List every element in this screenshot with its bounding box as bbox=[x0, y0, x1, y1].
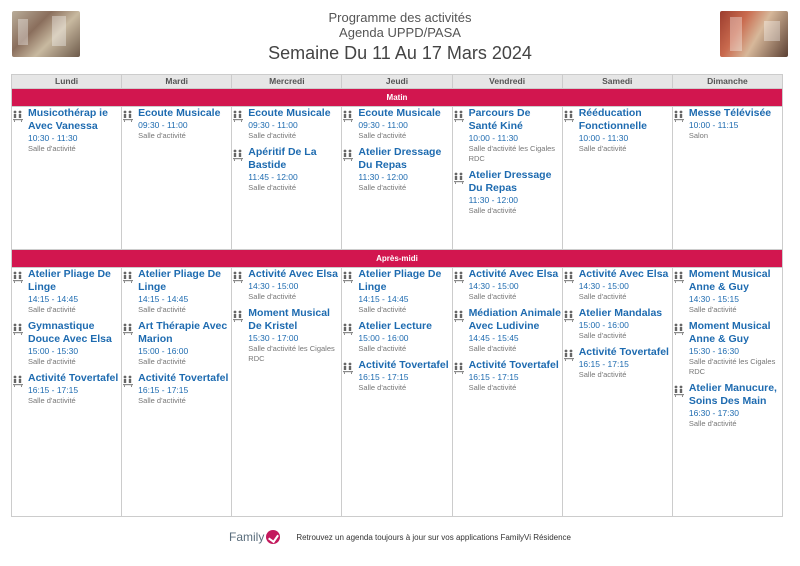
activity-title: Messe Télévisée bbox=[688, 107, 772, 119]
activity-item[interactable] bbox=[12, 268, 121, 315]
activity-place: Salle d'activité bbox=[578, 292, 627, 301]
activity-title: Activité Avec Elsa bbox=[578, 268, 669, 280]
brand-name: Family bbox=[228, 530, 265, 544]
activity-time: 14:30 - 15:00 bbox=[248, 281, 299, 291]
activity-item[interactable] bbox=[232, 146, 341, 193]
activity-time: 14:15 - 14:45 bbox=[358, 294, 409, 304]
activity-item[interactable] bbox=[342, 268, 451, 315]
activity-item[interactable] bbox=[673, 268, 782, 315]
activity-people-icon bbox=[453, 107, 469, 164]
activity-people-icon bbox=[563, 307, 579, 341]
activity-people-icon bbox=[12, 268, 28, 315]
program-title: Programme des activités bbox=[328, 10, 472, 25]
activity-people-icon bbox=[342, 146, 358, 193]
activity-details bbox=[579, 107, 672, 154]
activity-item[interactable] bbox=[342, 359, 451, 393]
activity-title: Moment Musical De Kristel bbox=[248, 307, 330, 332]
activity-details bbox=[358, 146, 451, 193]
activity-title: Musicothérap ie Avec Vanessa bbox=[28, 107, 108, 132]
activity-title: Activité Avec Elsa bbox=[248, 268, 338, 280]
activity-time: 14:30 - 15:15 bbox=[688, 294, 739, 304]
activity-place: Salle d'activité bbox=[248, 131, 296, 140]
activity-title: Atelier Pliage De Linge bbox=[28, 268, 111, 293]
day-cell bbox=[232, 107, 342, 250]
activity-details bbox=[689, 268, 782, 315]
activity-people-icon bbox=[12, 320, 28, 367]
activity-title: Art Thérapie Avec Marion bbox=[138, 320, 228, 345]
activity-place: Salle d'activité bbox=[138, 131, 186, 140]
activity-details bbox=[28, 268, 121, 315]
activity-time: 11:30 - 12:00 bbox=[358, 172, 408, 182]
activity-title: Apéritif De La Bastide bbox=[248, 146, 317, 171]
week-title: Semaine Du 11 Au 17 Mars 2024 bbox=[268, 43, 532, 63]
activity-details bbox=[138, 320, 231, 367]
activity-item[interactable] bbox=[342, 107, 451, 141]
activity-details bbox=[469, 169, 562, 216]
day-cell bbox=[672, 107, 782, 250]
section-band-row bbox=[12, 250, 783, 268]
activity-time: 15:00 - 16:00 bbox=[358, 333, 409, 343]
day-header: Samedi bbox=[562, 75, 672, 89]
activity-details bbox=[248, 307, 341, 364]
activity-details bbox=[28, 107, 121, 154]
activity-details bbox=[138, 372, 231, 406]
activity-people-icon bbox=[342, 107, 358, 141]
activity-title: Activité Tovertafel bbox=[358, 359, 449, 371]
activity-place: Salle d'activité bbox=[688, 305, 737, 314]
activity-time: 09:30 - 11:00 bbox=[138, 120, 188, 130]
activity-people-icon bbox=[563, 268, 579, 302]
activity-item[interactable] bbox=[122, 372, 231, 406]
activity-people-icon bbox=[232, 107, 248, 141]
activity-place: Salle d'activité bbox=[468, 344, 517, 353]
activity-item[interactable] bbox=[453, 307, 562, 354]
activity-time: 15:00 - 16:00 bbox=[578, 320, 629, 330]
activity-place: Salle d'activité bbox=[578, 144, 627, 153]
activity-people-icon bbox=[673, 382, 689, 429]
activity-people-icon bbox=[453, 359, 469, 393]
activity-details bbox=[358, 359, 451, 393]
day-cell bbox=[452, 107, 562, 250]
activity-title: Atelier Pliage De Linge bbox=[138, 268, 222, 293]
activity-item[interactable] bbox=[673, 382, 782, 429]
activity-title: Rééducation Fonctionnelle bbox=[578, 107, 647, 132]
activity-title: Ecoute Musicale bbox=[138, 107, 221, 119]
activity-people-icon bbox=[453, 169, 469, 216]
activity-place: Salle d'activité bbox=[358, 383, 407, 392]
activity-time: 15:00 - 15:30 bbox=[28, 346, 79, 356]
activity-people-icon bbox=[232, 268, 248, 302]
activity-details bbox=[138, 107, 231, 141]
activity-time: 09:30 - 11:00 bbox=[358, 120, 408, 130]
activity-time: 14:15 - 14:45 bbox=[28, 294, 79, 304]
activity-place: Salle d'activité bbox=[138, 396, 186, 405]
activity-item[interactable] bbox=[232, 107, 341, 141]
agenda-name: Agenda UPPD/PASA bbox=[339, 25, 461, 40]
activity-place: Salon bbox=[688, 131, 709, 140]
activity-time: 11:30 - 12:00 bbox=[468, 195, 519, 205]
activity-people-icon bbox=[673, 107, 689, 141]
activity-people-icon bbox=[122, 320, 138, 367]
activity-time: 15:30 - 16:30 bbox=[688, 346, 739, 356]
day-cell bbox=[562, 268, 672, 517]
activity-time: 14:15 - 14:45 bbox=[138, 294, 189, 304]
activity-place: Salle d'activité bbox=[138, 357, 186, 366]
activity-place: Salle d'activité bbox=[28, 396, 76, 405]
activity-item[interactable] bbox=[122, 268, 231, 315]
activity-time: 10:00 - 11:30 bbox=[578, 133, 629, 143]
activity-time: 16:15 - 17:15 bbox=[28, 385, 79, 395]
activity-details bbox=[358, 320, 451, 354]
activity-details bbox=[579, 346, 672, 380]
activity-title: Atelier Dressage Du Repas bbox=[358, 146, 442, 171]
activity-people-icon bbox=[232, 307, 248, 364]
activity-place: Salle d'activité bbox=[248, 292, 296, 301]
section-activity-row bbox=[12, 268, 783, 517]
activity-item[interactable] bbox=[453, 359, 562, 393]
section-label: Après-midi bbox=[12, 250, 783, 268]
activity-details bbox=[689, 382, 782, 429]
activity-title: Ecoute Musicale bbox=[358, 107, 441, 119]
activity-item[interactable] bbox=[342, 320, 451, 354]
section-label: Matin bbox=[12, 89, 783, 107]
activity-people-icon bbox=[342, 359, 358, 393]
activity-details bbox=[28, 372, 121, 406]
activity-place: Salle d'activité bbox=[578, 370, 627, 379]
section-band-row bbox=[12, 89, 783, 107]
activity-people-icon bbox=[232, 146, 248, 193]
activity-people-icon bbox=[12, 372, 28, 406]
day-cell bbox=[562, 107, 672, 250]
activity-item[interactable] bbox=[673, 320, 782, 377]
activity-time: 16:15 - 17:15 bbox=[468, 372, 519, 382]
activity-time: 09:30 - 11:00 bbox=[248, 120, 298, 130]
activity-title: Activité Tovertafel bbox=[138, 372, 229, 384]
activity-people-icon bbox=[563, 107, 579, 154]
activity-title: Moment Musical Anne & Guy bbox=[688, 268, 771, 293]
activity-time: 14:30 - 15:00 bbox=[468, 281, 519, 291]
activity-item[interactable] bbox=[232, 307, 341, 364]
activity-time: 10:00 - 11:30 bbox=[468, 133, 519, 143]
activity-item[interactable] bbox=[563, 307, 672, 341]
activity-item[interactable] bbox=[563, 107, 672, 154]
day-cell bbox=[12, 107, 122, 250]
activity-details bbox=[358, 268, 451, 315]
activity-item[interactable] bbox=[122, 320, 231, 367]
activity-item[interactable] bbox=[453, 107, 562, 164]
activity-details bbox=[469, 307, 562, 354]
day-cell bbox=[122, 107, 232, 250]
activity-time: 16:15 - 17:15 bbox=[578, 359, 629, 369]
activity-item[interactable] bbox=[563, 268, 672, 302]
activity-details bbox=[248, 268, 341, 302]
activity-details bbox=[248, 146, 341, 193]
activity-people-icon bbox=[453, 307, 469, 354]
activity-item[interactable] bbox=[453, 268, 562, 302]
activity-people-icon bbox=[453, 268, 469, 302]
day-header: Lundi bbox=[12, 75, 122, 89]
activity-place: Salle d'activité bbox=[28, 357, 76, 366]
activity-time: 10:30 - 11:30 bbox=[28, 133, 78, 143]
activity-title: Activité Tovertafel bbox=[578, 346, 669, 358]
day-header-row bbox=[12, 75, 783, 89]
day-cell bbox=[342, 268, 452, 517]
activity-details bbox=[469, 268, 562, 302]
activity-item[interactable] bbox=[122, 107, 231, 141]
activity-details bbox=[248, 107, 341, 141]
activity-item[interactable] bbox=[12, 320, 121, 367]
activity-details bbox=[579, 268, 672, 302]
activity-item[interactable] bbox=[232, 268, 341, 302]
day-header: Mardi bbox=[122, 75, 232, 89]
activity-title: Atelier Mandalas bbox=[578, 307, 663, 319]
day-cell bbox=[232, 268, 342, 517]
activity-details bbox=[138, 268, 231, 315]
activity-title: Atelier Lecture bbox=[358, 320, 432, 332]
day-header: Vendredi bbox=[452, 75, 562, 89]
activity-people-icon bbox=[673, 320, 689, 377]
activity-place: Salle d'activité bbox=[28, 144, 76, 153]
activity-place: Salle d'activité les Cigales RDC bbox=[248, 344, 335, 363]
activity-item[interactable] bbox=[673, 107, 782, 141]
activity-time: 14:45 - 15:45 bbox=[468, 333, 519, 343]
activity-details bbox=[469, 359, 562, 393]
day-cell bbox=[12, 268, 122, 517]
activity-people-icon bbox=[12, 107, 28, 154]
activity-time: 16:30 - 17:30 bbox=[688, 408, 739, 418]
weekly-schedule bbox=[11, 74, 783, 517]
activity-place: Salle d'activité les Cigales RDC bbox=[688, 357, 776, 376]
page-header bbox=[0, 10, 800, 64]
activity-place: Salle d'activité bbox=[468, 292, 517, 301]
activity-title: Activité Avec Elsa bbox=[468, 268, 559, 280]
activity-people-icon bbox=[342, 268, 358, 315]
activity-time: 11:45 - 12:00 bbox=[248, 172, 298, 182]
day-cell bbox=[342, 107, 452, 250]
activity-time: 10:00 - 11:15 bbox=[688, 120, 739, 130]
activity-item[interactable] bbox=[453, 169, 562, 216]
activity-item[interactable] bbox=[563, 346, 672, 380]
activity-item[interactable] bbox=[12, 372, 121, 406]
activity-people-icon bbox=[673, 268, 689, 315]
activity-title: Atelier Pliage De Linge bbox=[358, 268, 442, 293]
activity-people-icon bbox=[122, 107, 138, 141]
activity-details bbox=[689, 320, 782, 377]
activity-place: Salle d'activité bbox=[468, 383, 517, 392]
activity-time: 15:30 - 17:00 bbox=[248, 333, 299, 343]
activity-title: Médiation Animale Avec Ludivine bbox=[468, 307, 561, 332]
activity-place: Salle d'activité bbox=[138, 305, 186, 314]
footer-note: Retrouvez un agenda toujours à jour sur vos applications FamilyVi Résidence bbox=[296, 532, 571, 542]
brand-logo-icon bbox=[266, 530, 280, 544]
section-activity-row bbox=[12, 107, 783, 250]
day-cell bbox=[452, 268, 562, 517]
activity-title: Parcours De Santé Kiné bbox=[468, 107, 531, 132]
footer bbox=[0, 530, 800, 544]
day-cell bbox=[672, 268, 782, 517]
activity-place: Salle d'activité bbox=[28, 305, 76, 314]
activity-place: Salle d'activité bbox=[358, 305, 407, 314]
activity-title: Ecoute Musicale bbox=[248, 107, 331, 119]
activity-title: Gymnastique Douce Avec Elsa bbox=[28, 320, 112, 345]
activity-details bbox=[469, 107, 562, 164]
activity-people-icon bbox=[122, 268, 138, 315]
activity-item[interactable] bbox=[12, 107, 121, 154]
activity-title: Activité Tovertafel bbox=[28, 372, 119, 384]
activity-place: Salle d'activité les Cigales RDC bbox=[468, 144, 556, 163]
activity-title: Atelier Manucure, Soins Des Main bbox=[688, 382, 777, 407]
activity-place: Salle d'activité bbox=[578, 331, 627, 340]
activity-place: Salle d'activité bbox=[358, 344, 407, 353]
activity-details bbox=[358, 107, 451, 141]
day-header: Jeudi bbox=[342, 75, 452, 89]
activity-time: 14:30 - 15:00 bbox=[578, 281, 629, 291]
activity-details bbox=[579, 307, 672, 341]
activity-time: 16:15 - 17:15 bbox=[358, 372, 409, 382]
activity-title: Atelier Dressage Du Repas bbox=[468, 169, 552, 194]
activity-time: 15:00 - 16:00 bbox=[138, 346, 189, 356]
day-cell bbox=[122, 268, 232, 517]
activity-people-icon bbox=[563, 346, 579, 380]
day-header: Dimanche bbox=[672, 75, 782, 89]
activity-details bbox=[689, 107, 782, 141]
activity-place: Salle d'activité bbox=[358, 131, 407, 140]
activity-people-icon bbox=[342, 320, 358, 354]
activity-title: Moment Musical Anne & Guy bbox=[688, 320, 771, 345]
activity-title: Activité Tovertafel bbox=[468, 359, 559, 371]
activity-item[interactable] bbox=[342, 146, 451, 193]
activity-place: Salle d'activité bbox=[688, 419, 737, 428]
activity-place: Salle d'activité bbox=[358, 183, 407, 192]
activity-details bbox=[28, 320, 121, 367]
activity-people-icon bbox=[122, 372, 138, 406]
activity-place: Salle d'activité bbox=[468, 206, 517, 215]
day-header: Mercredi bbox=[232, 75, 342, 89]
activity-place: Salle d'activité bbox=[248, 183, 296, 192]
activity-time: 16:15 - 17:15 bbox=[138, 385, 189, 395]
